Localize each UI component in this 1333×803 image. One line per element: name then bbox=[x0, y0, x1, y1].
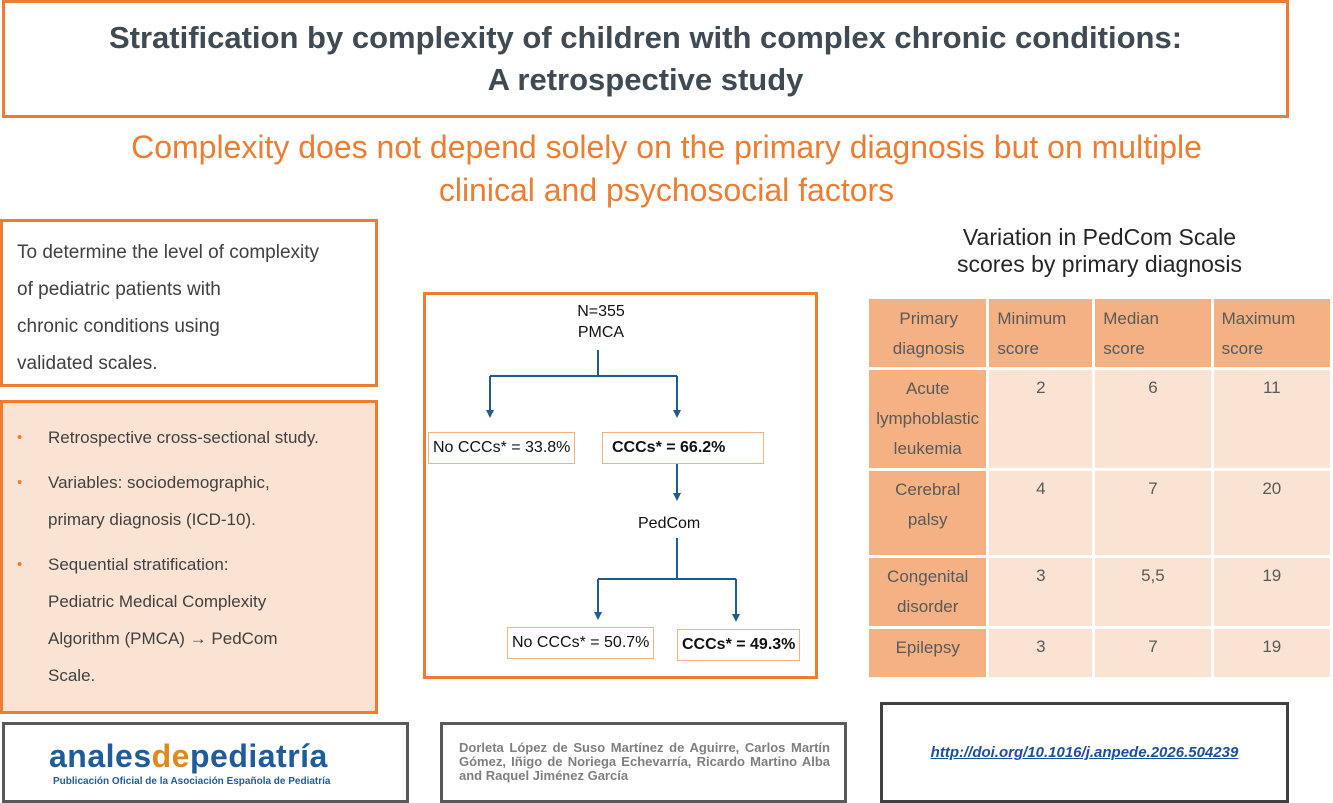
table-cell-median: 7 bbox=[1095, 471, 1210, 555]
flow-root-node bbox=[564, 301, 638, 343]
table-header-row bbox=[869, 299, 1330, 367]
logo-word-de: de bbox=[151, 738, 190, 774]
flow-node-cccs-2: CCCs* = 49.3% bbox=[677, 629, 800, 661]
journal-logo bbox=[49, 739, 406, 773]
methods-list bbox=[17, 419, 365, 694]
logo-word-pediatria: pediatría bbox=[189, 738, 328, 774]
flow-node-no-cccs-2: No CCCs* = 50.7% bbox=[507, 627, 654, 659]
key-message-line-1: Complexity does not depend solely on the primary diagnosis but on multiple bbox=[131, 129, 1202, 165]
table-row bbox=[869, 558, 1330, 626]
key-message-line-2: clinical and psychosocial factors bbox=[438, 172, 895, 208]
objective-line: chronic conditions using bbox=[17, 316, 220, 337]
logo-subtitle: Publicación Oficial de la Asociación Española de Pediatría bbox=[53, 776, 331, 787]
table-cell-min: 3 bbox=[989, 629, 1092, 677]
table-cell-min: 2 bbox=[989, 370, 1092, 468]
methods-item bbox=[17, 546, 365, 694]
flow-root-label: PMCA bbox=[577, 324, 625, 341]
table-title-line-2: scores by primary diagnosis bbox=[956, 251, 1243, 277]
flow-node-pedcom: PedCom bbox=[638, 513, 700, 535]
bullet-icon: • bbox=[17, 429, 23, 446]
flow-node-no-cccs-1: No CCCs* = 33.8% bbox=[428, 432, 575, 464]
title-line-1: Stratification by complexity of children with complex chronic conditions: bbox=[108, 20, 1183, 55]
table-header-cell: Maximum score bbox=[1214, 299, 1330, 367]
table-title-line-1: Variation in PedCom Scale bbox=[962, 224, 1237, 250]
flowchart-box bbox=[423, 292, 818, 679]
table-cell-min: 4 bbox=[989, 471, 1092, 555]
doi-link[interactable]: http://doi.org/10.1016/j.anpede.2026.504239 bbox=[930, 744, 1239, 761]
table-cell-max: 20 bbox=[1214, 471, 1330, 555]
methods-item-line: Sequential stratification: bbox=[48, 555, 229, 574]
table-cell-min: 3 bbox=[989, 558, 1092, 626]
table-cell-median: 6 bbox=[1095, 370, 1210, 468]
logo-word-anales: anales bbox=[49, 738, 152, 774]
table-cell-diagnosis: Cerebral palsy bbox=[869, 471, 986, 555]
table-cell-max: 19 bbox=[1214, 629, 1330, 677]
table-title bbox=[866, 224, 1333, 278]
authors-text: Dorleta López de Suso Martínez de Aguirre, Carlos Martín Gómez, Iñigo de Noriega Echevarría, Ricardo Martino Alba and Raquel Jiménez García bbox=[459, 740, 830, 783]
bullet-icon: • bbox=[17, 556, 23, 573]
key-message bbox=[0, 126, 1333, 212]
table-cell-max: 11 bbox=[1214, 370, 1330, 468]
title-line-2: A retrospective study bbox=[487, 62, 804, 97]
table-cell-median: 5,5 bbox=[1095, 558, 1210, 626]
flow-node-cccs-1: CCCs* = 66.2% bbox=[602, 432, 764, 464]
flowchart-connectors bbox=[423, 292, 818, 679]
methods-item bbox=[17, 419, 365, 456]
table-cell-diagnosis: Congenital disorder bbox=[869, 558, 986, 626]
objective-line: validated scales. bbox=[17, 353, 158, 374]
methods-item-line: Scale. bbox=[48, 666, 96, 685]
methods-box bbox=[0, 400, 378, 714]
methods-item bbox=[17, 464, 365, 538]
table-row bbox=[869, 370, 1330, 468]
table-cell-diagnosis: Acute lymphoblastic leukemia bbox=[869, 370, 986, 468]
objective-line: To determine the level of complexity bbox=[17, 242, 320, 263]
flow-root-n: N=355 bbox=[577, 303, 625, 320]
table-header-cell: Median score bbox=[1095, 299, 1210, 367]
objective-line: of pediatric patients with bbox=[17, 279, 221, 300]
table-header-cell: Minimum score bbox=[989, 299, 1092, 367]
methods-item-line: Variables: sociodemographic, bbox=[48, 473, 270, 492]
journal-logo-box bbox=[2, 722, 409, 803]
table-cell-diagnosis: Epilepsy bbox=[869, 629, 986, 677]
methods-item-line: primary diagnosis (ICD-10). bbox=[48, 510, 256, 529]
bullet-icon: • bbox=[17, 474, 23, 491]
table-row bbox=[869, 471, 1330, 555]
table-header-cell: Primary diagnosis bbox=[869, 299, 986, 367]
table-cell-max: 19 bbox=[1214, 558, 1330, 626]
title-box bbox=[2, 0, 1289, 118]
methods-item-line: Algorithm (PMCA) → PedCom bbox=[48, 629, 278, 648]
diagnosis-table bbox=[866, 296, 1333, 680]
table-row bbox=[869, 629, 1330, 677]
methods-item-line: Retrospective cross-sectional study. bbox=[48, 428, 319, 447]
doi-box bbox=[880, 702, 1289, 803]
objective-box bbox=[0, 219, 378, 387]
authors-box bbox=[440, 722, 847, 803]
table-cell-median: 7 bbox=[1095, 629, 1210, 677]
methods-item-line: Pediatric Medical Complexity bbox=[48, 592, 267, 611]
